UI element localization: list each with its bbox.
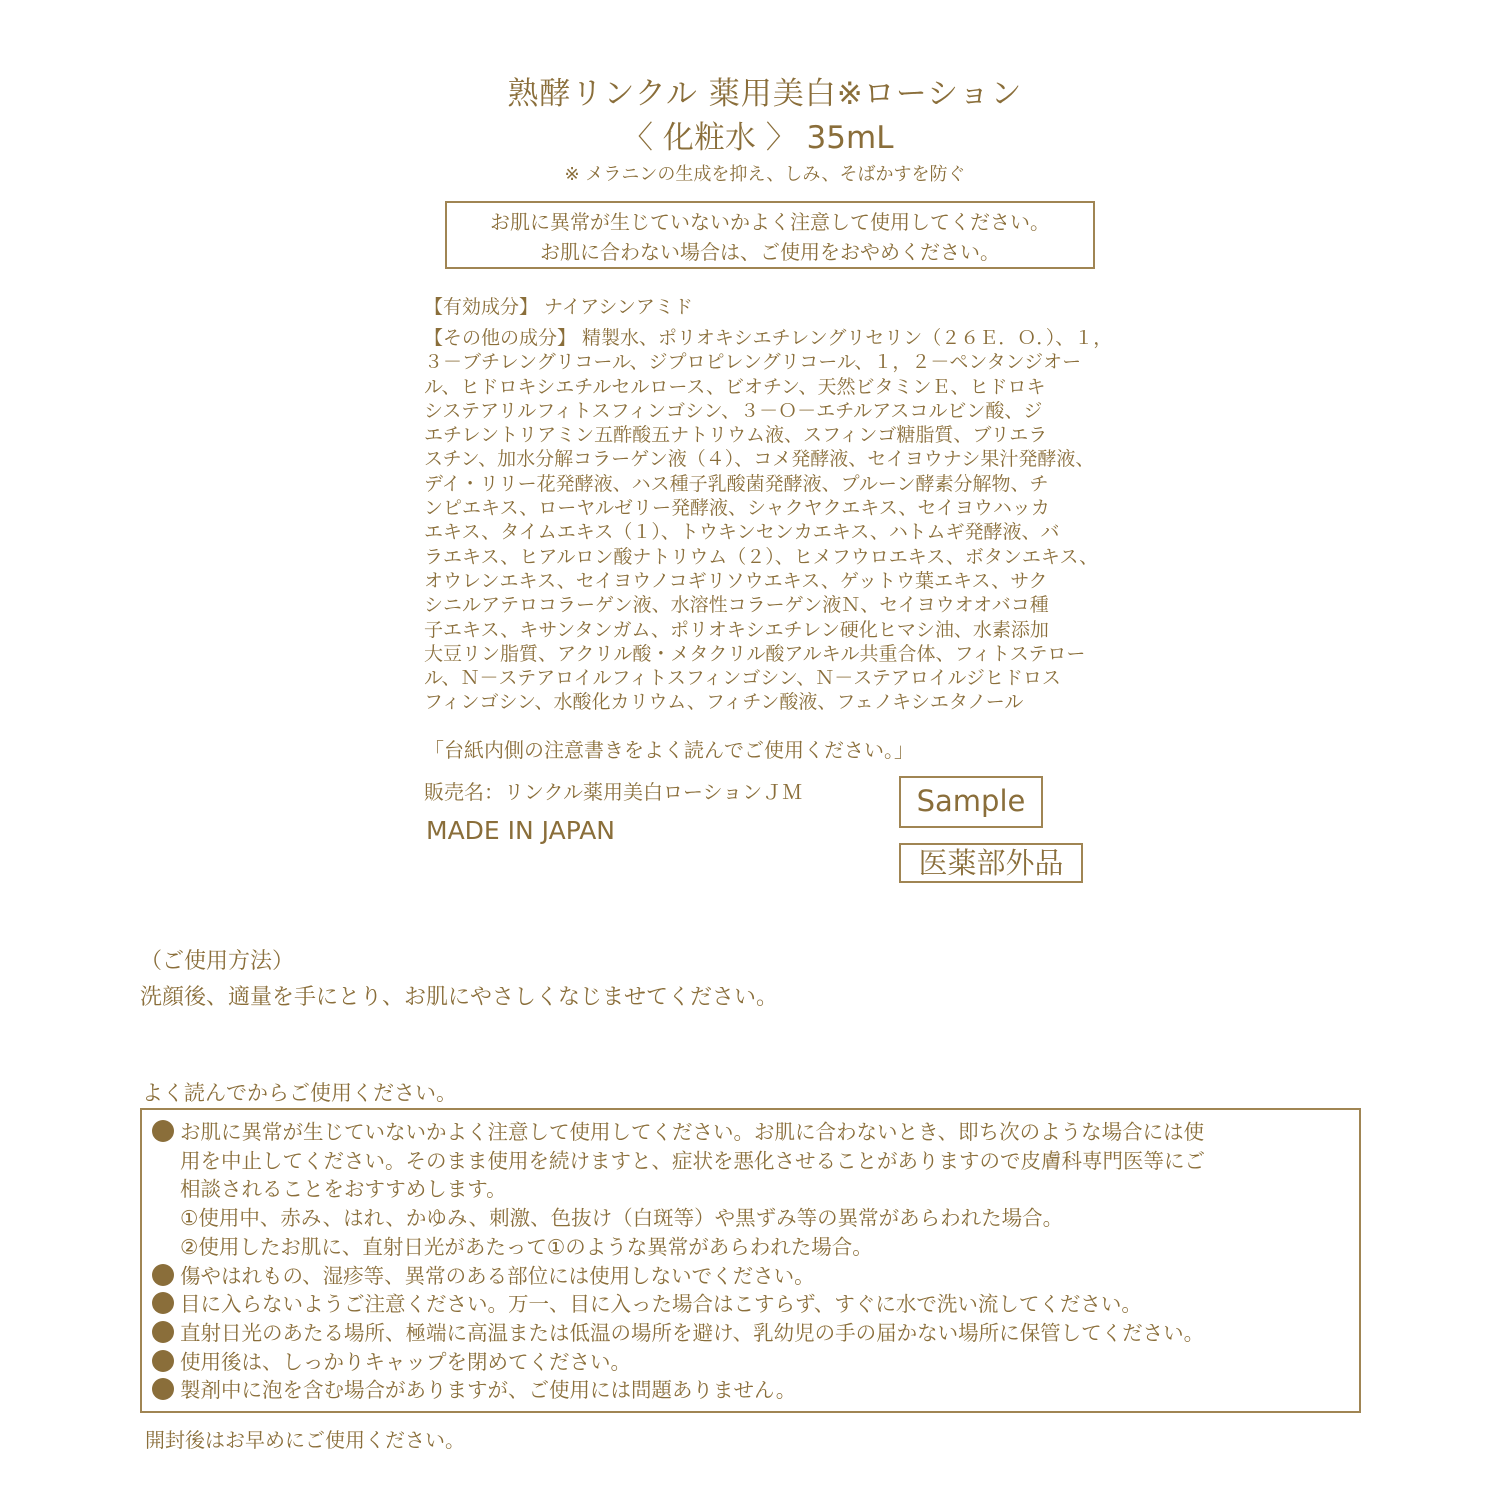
caution-item — [152, 1319, 1359, 1348]
ingredient-line: フィンゴシン、水酸化カリウム、フィチン酸液、フェノキシエタノール — [424, 691, 1024, 714]
caution-box — [140, 1108, 1361, 1413]
usage-text: 洗顔後、適量を手にとり、お肌にやさしくなじませてください。 — [140, 985, 779, 1010]
active-ingredient: 【有効成分】 ナイアシンアミド — [424, 296, 693, 318]
caution-text: 傷やはれもの、湿疹等、異常のある部位には使用しないでください。 — [180, 1263, 815, 1288]
sample-badge: Sample — [899, 776, 1043, 828]
ingredient-line: ラエキス、ヒアルロン酸ナトリウム（２）、ヒメフウロエキス、ボタンエキス、 — [424, 545, 1099, 568]
warning-line-2: お肌に合わない場合は、ご使用をおやめください。 — [540, 240, 1000, 264]
read-notice-quote: 「台紙内側の注意書きをよく読んでご使用ください。」 — [424, 738, 914, 762]
bullet-icon — [152, 1120, 174, 1142]
ingredient-line: ル、Ｎ－ステアロイルフィトスフィンゴシン、Ｎ－ステアロイルジヒドロス — [424, 667, 1061, 690]
made-in-label: MADE IN JAPAN — [426, 816, 616, 845]
caution-text: 目に入らないようご注意ください。万一、目に入った場合はこすらず、すぐに水で洗い流してください。 — [180, 1292, 1142, 1317]
ingredient-line: システアリルフィトスフィンゴシン、３－Ｏ－エチルアスコルビン酸、ジ — [424, 399, 1043, 422]
caution-text: 製剤中に泡を含む場合がありますが、ご使用には問題ありません。 — [180, 1378, 797, 1403]
caution-text: 直射日光のあたる場所、極端に高温または低温の場所を避け、乳幼児の手の届かない場所に保管してください。 — [180, 1320, 1205, 1345]
warning-box — [445, 201, 1095, 269]
caution-item — [152, 1262, 1359, 1291]
caution-item — [152, 1348, 1359, 1377]
ingredient-line: スチン、加水分解コラーゲン液（４）、コメ発酵液、セイヨウナシ果汁発酵液、 — [424, 448, 1095, 471]
caution-subitem-1: ①使用中、赤み、はれ、かゆみ、刺激、色抜け（白斑等）や黒ずみ等の異常があらわれた場合。 — [180, 1206, 1064, 1231]
bullet-icon — [152, 1378, 174, 1400]
caution-continuation: 相談されることをおすすめします。 — [180, 1177, 507, 1202]
product-title: 熟酵リンクル 薬用美白※ローション — [507, 76, 1023, 112]
whitening-note: ※ メラニンの生成を抑え、しみ、そばかすを防ぐ — [564, 164, 966, 185]
ingredient-line: デイ・リリー花発酵液、ハス種子乳酸菌発酵液、プルーン酵素分解物、チ — [424, 472, 1049, 495]
ingredient-line: オウレンエキス、セイヨウノコギリソウエキス、ゲットウ葉エキス、サク — [424, 569, 1048, 592]
ingredient-line: エキス、タイムエキス（１）、トウキンセンカエキス、ハトムギ発酵液、バ — [424, 521, 1060, 544]
sales-name: 販売名：リンクル薬用美白ローションＪＭ — [424, 780, 803, 804]
caution-subitem-2: ②使用したお肌に、直射日光があたって①のような異常があらわれた場合。 — [180, 1234, 873, 1259]
product-subtitle: 〈 化粧水 〉 35mL — [622, 120, 894, 156]
caution-continuation: 用を中止してください。そのまま使用を続けますと、症状を悪化させることがありますので皮膚科専門医等にご — [180, 1148, 1205, 1173]
quasi-drug-badge: 医薬部外品 — [899, 843, 1083, 883]
ingredient-line: ３－ブチレングリコール、ジプロピレングリコール、１，２－ペンタンジオー — [424, 351, 1082, 374]
bullet-icon — [152, 1292, 174, 1314]
bullet-icon — [152, 1321, 174, 1343]
read-first-notice: よく読んでからご使用ください。 — [142, 1081, 457, 1105]
warning-line-1: お肌に異常が生じていないかよく注意して使用してください。 — [490, 210, 1050, 234]
after-opening-notice: 開封後はお早めにご使用ください。 — [145, 1428, 465, 1452]
caution-item — [152, 1290, 1359, 1319]
ingredient-line: エチレントリアミン五酢酸五ナトリウム液、スフィンゴ糖脂質、ブリエラ — [424, 424, 1048, 447]
usage-heading: （ご使用方法） — [140, 949, 295, 974]
caution-item — [152, 1118, 1359, 1147]
ingredient-line: ル、ヒドロキシエチルセルロース、ビオチン、天然ビタミンＥ、ヒドロキ — [424, 375, 1046, 398]
ingredient-line: 大豆リン脂質、アクリル酸・メタクリル酸アルキル共重合体、フィトステロー — [424, 642, 1086, 665]
ingredient-line: シニルアテロコラーゲン液、水溶性コラーゲン液Ｎ、セイヨウオオバコ種 — [424, 594, 1049, 617]
bullet-icon — [152, 1264, 174, 1286]
other-ingredients — [424, 326, 1124, 715]
bullet-icon — [152, 1350, 174, 1372]
caution-text: お肌に異常が生じていないかよく注意して使用してください。お肌に合わないとき、即ち次のような場合には使 — [180, 1120, 1205, 1144]
ingredient-line: ンピエキス、ローヤルゼリー発酵液、シャクヤクエキス、セイヨウハッカ — [424, 497, 1050, 520]
caution-text: 使用後は、しっかりキャップを閉めてください。 — [180, 1349, 631, 1374]
ingredient-line: 【その他の成分】 精製水、ポリオキシエチレングリセリン（２６Ｅ．Ｏ．）、１， — [424, 327, 1113, 349]
ingredient-line: 子エキス、キサンタンガム、ポリオキシエチレン硬化ヒマシ油、水素添加 — [424, 618, 1049, 641]
caution-item — [152, 1376, 1359, 1405]
